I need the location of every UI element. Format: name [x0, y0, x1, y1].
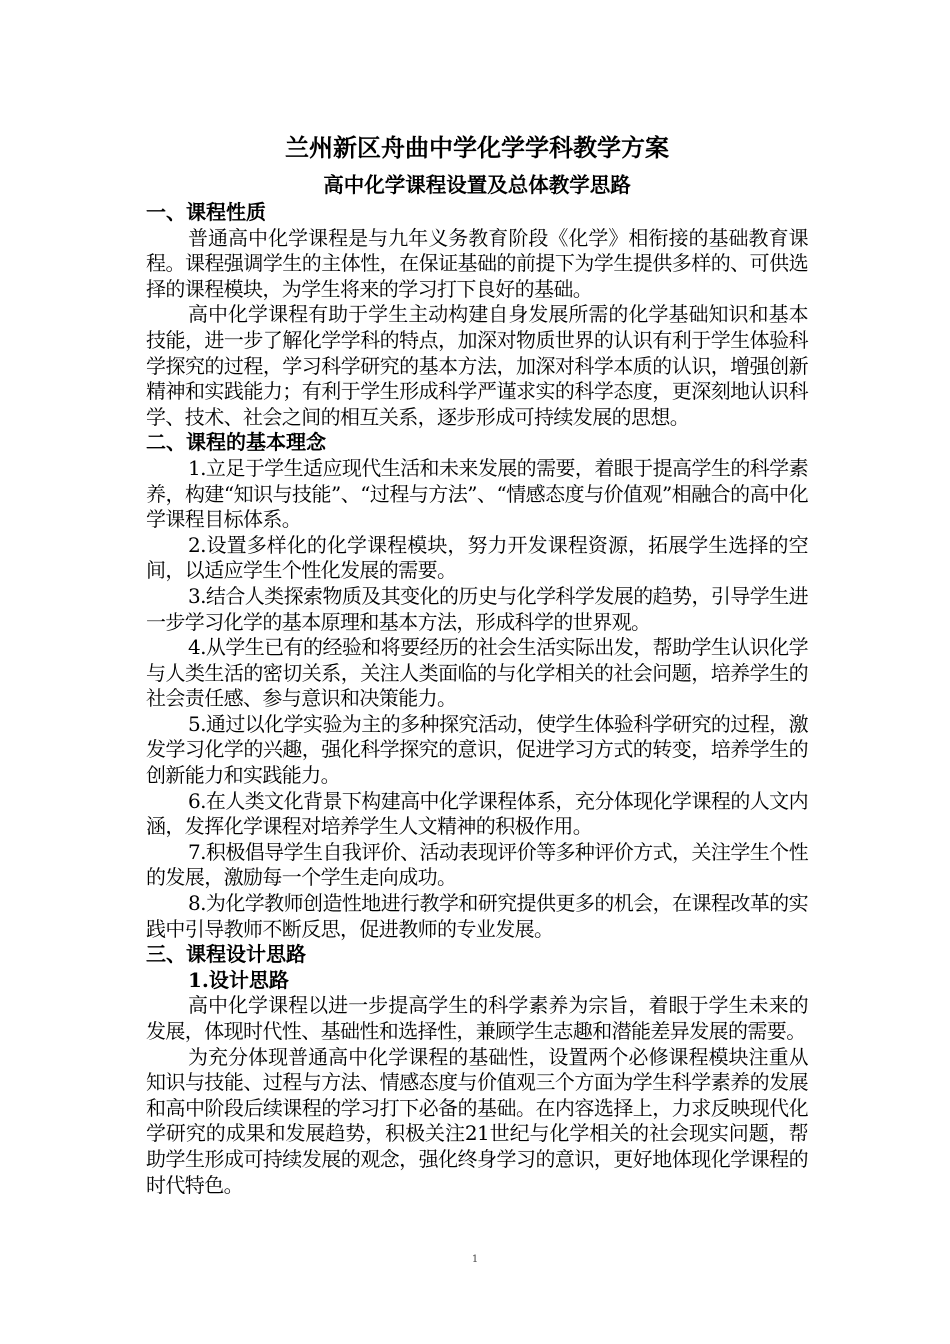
section-heading: 三、课程设计思路 — [146, 942, 306, 967]
paragraph: 6.在人类文化背景下构建高中化学课程体系，充分体现化学课程的人文内涵，发挥化学课程对培养学生人文精神的积极作用。 — [146, 788, 808, 839]
section-course-nature — [146, 200, 808, 430]
paragraph: 8.为化学教师创造性地进行教学和研究提供更多的机会，在课程改革的实践中引导教师不断反思，促进教师的专业发展。 — [146, 891, 808, 941]
paragraph: 1.立足于学生适应现代生活和未来发展的需要，着眼于提高学生的科学素养，构建“知识与技能”、“过程与方法”、“情感态度与价值观”相融合的高中化学课程目标体系。 — [146, 455, 808, 532]
page-number: 1 — [471, 1254, 479, 1265]
section-basic-concepts — [146, 430, 808, 942]
paragraph: 为充分体现普通高中化学课程的基础性，设置两个必修课程模块注重从知识与技能、过程与方法、情感态度与价值观三个方面为学生科学素养的发展和高中阶段后续课程的学习打下必备的基础。在内容选择上，力求反映现代化学研究的成果和发展趋势，积极关注21世纪与化学相关的社会现实问题，帮助学生形成可持续发展的观念，强化终身学习的意识，更好地体现化学课程的时代特色。 — [146, 1044, 808, 1197]
section-heading: 一、课程性质 — [146, 200, 266, 224]
subsection-heading: 1.设计思路 — [188, 967, 289, 992]
paragraph: 3.结合人类探索物质及其变化的历史与化学科学发展的趋势，引导学生进一步学习化学的基本原理和基本方法，形成科学的世界观。 — [146, 583, 808, 634]
document-subtitle: 高中化学课程设置及总体教学思路 — [323, 173, 631, 197]
section-design-ideas — [146, 942, 808, 1198]
paragraph: 高中化学课程有助于学生主动构建自身发展所需的化学基础知识和基本技能，进一步了解化学学科的特点，加深对物质世界的认识有利于学生体验科学探究的过程，学习科学研究的基本方法，加深对科学本质的认识，增强创新精神和实践能力；有利于学生形成科学严谨求实的科学态度，更深刻地认识科学、技术、社会之间的相互关系，逐步形成可持续发展的思想。 — [146, 302, 808, 429]
paragraph: 普通高中化学课程是与九年义务教育阶段《化学》相衔接的基础教育课程。课程强调学生的主体性，在保证基础的前提下为学生提供多样的、可供选择的课程模块，为学生将来的学习打下良好的基础。 — [146, 225, 808, 301]
paragraph: 4.从学生已有的经验和将要经历的社会生活实际出发，帮助学生认识化学与人类生活的密切关系，关注人类面临的与化学相关的社会问题，培养学生的社会责任感、参与意识和决策能力。 — [146, 635, 808, 711]
section-heading: 二、课程的基本理念 — [146, 430, 326, 455]
paragraph: 7.积极倡导学生自我评价、活动表现评价等多种评价方式，关注学生个性的发展，激励每一个学生走向成功。 — [146, 839, 808, 890]
document-title: 兰州新区舟曲中学化学学科教学方案 — [285, 133, 669, 162]
paragraph: 高中化学课程以进一步提高学生的科学素养为宗旨，着眼于学生未来的发展，体现时代性、基础性和选择性，兼顾学生志趣和潜能差异发展的需要。 — [146, 993, 808, 1043]
paragraph: 2.设置多样化的化学课程模块，努力开发课程资源，拓展学生选择的空间，以适应学生个性化发展的需要。 — [146, 532, 808, 583]
paragraph: 5.通过以化学实验为主的多种探究活动，使学生体验科学研究的过程，激发学习化学的兴趣，强化科学探究的意识，促进学习方式的转变，培养学生的创新能力和实践能力。 — [146, 711, 808, 788]
document-page — [146, 130, 808, 1198]
